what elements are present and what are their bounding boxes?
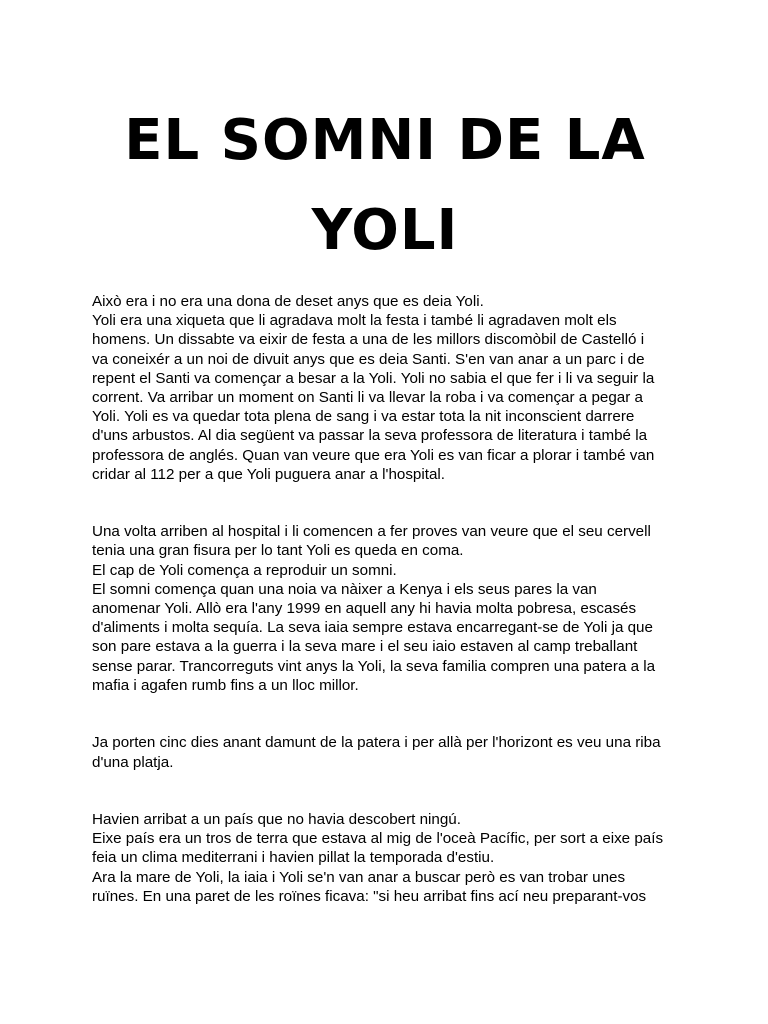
text-line: El cap de Yoli comença a reproduir un somni.	[92, 561, 397, 579]
text-line: Ara la mare de Yoli, la iaia i Yoli se'n van anar a buscar però es van trobar unes	[92, 868, 626, 886]
paragraph	[92, 810, 682, 906]
text-line: Yoli. Yoli es va quedar tota plena de sang i va estar tota la nit inconscient darrere	[92, 408, 635, 426]
text-line: va coneixér a un noi de divuit anys que es deia Santi. S'en van anar a un parc i de	[92, 350, 645, 368]
text-line: d'aliments i molta sequía. La seva iaia sempre estava encarregant-se de Yoli ja que	[92, 619, 653, 637]
text-line: Yoli era una xiqueta que li agradava molt la festa i també li agradaven molt els	[92, 312, 617, 330]
paragraph	[92, 292, 682, 484]
text-line: Una volta arriben al hospital i li comencen a fer proves van veure que el seu cervell	[92, 523, 651, 541]
text-line: tenia una gran fisura per lo tant Yoli es queda en coma.	[92, 542, 464, 560]
document-title	[60, 96, 710, 276]
text-line: cridar al 112 per a que Yoli puguera anar a l'hospital.	[92, 465, 446, 483]
text-line: son pare estava a la guerra i la seva mare i el seu iaio estaven al camp treballant	[92, 638, 638, 656]
title-line-1: EL SOMNI DE LA	[124, 108, 646, 173]
text-line: anomenar Yoli. Allò era l'any 1999 en aquell any hi havia molta pobresa, escasés	[92, 600, 637, 618]
text-line: Havien arribat a un país que no havia descobert ningú.	[92, 811, 461, 829]
text-line: sense parar. Trancorreguts vint anys la Yoli, la seva familia compren una patera a la	[92, 657, 656, 675]
text-line: Això era i no era una dona de deset anys que es deia Yoli.	[92, 293, 484, 310]
title-line-2: YOLI	[311, 198, 459, 263]
text-line: El somni comença quan una noia va nàixer a Kenya i els seus pares la van	[92, 580, 597, 598]
text-line: Eixe país era un tros de terra que estava al mig de l'oceà Pacífic, per sort a eixe país	[92, 830, 664, 848]
text-line: d'uns arbustos. Al dia següent va passar la seva professora de literatura i també la	[92, 427, 648, 445]
paragraph-gap	[92, 772, 682, 810]
text-line: homens. Un dissabte va eixir de festa a una de les millors discomòbil de Castelló i	[92, 331, 645, 349]
paragraph-gap	[92, 695, 682, 733]
text-line: Ja porten cinc dies anant damunt de la patera i per allà per l'horizont es veu una riba	[92, 734, 661, 752]
paragraph	[92, 733, 682, 771]
text-line: professora de anglés. Quan van veure que era Yoli es van ficar a plorar i també van	[92, 446, 655, 464]
text-line: feia un clima mediterrani i havien pillat la temporada d'estiu.	[92, 849, 495, 867]
text-line: d'una platja.	[92, 753, 174, 771]
text-line: mafia i agafen rumb fins a un lloc millor.	[92, 676, 359, 694]
document-body	[92, 292, 682, 906]
text-line: corrent. Va arribar un moment on Santi li va llevar la roba i va començar a pegar a	[92, 388, 643, 406]
text-line: ruïnes. En una paret de les roïnes ficava: "si heu arribat fins ací neu preparant-vos	[92, 887, 647, 905]
text-line: repent el Santi va començar a besar a la Yoli. Yoli no sabia el que fer i li va seguir la	[92, 369, 655, 387]
paragraph	[92, 522, 682, 695]
paragraph-gap	[92, 484, 682, 522]
